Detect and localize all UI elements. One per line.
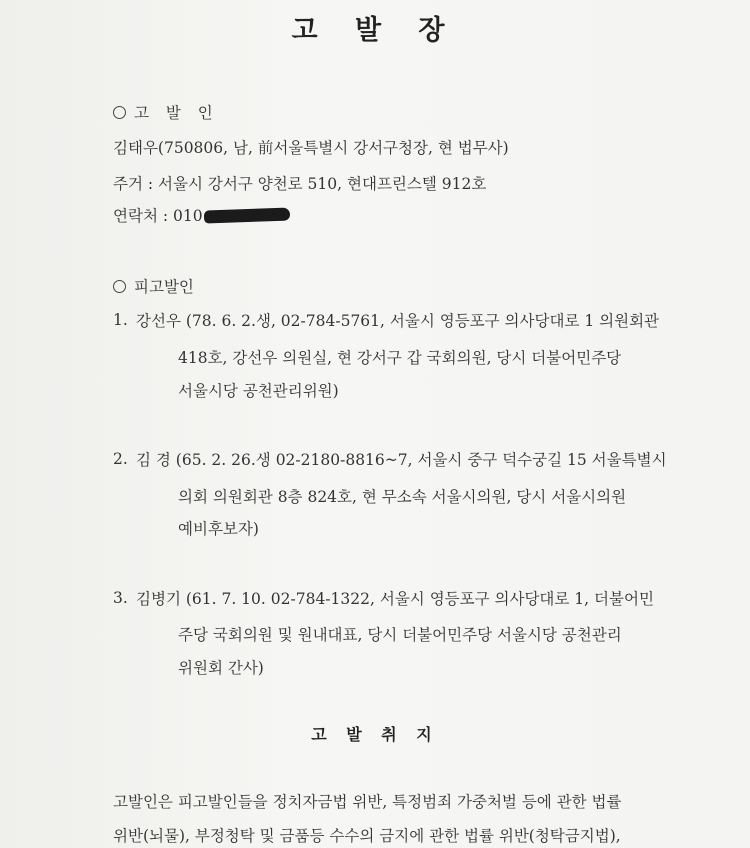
accused-item-line: 강선우 (78. 6. 2.생, 02-784-5761, 서울시 영등포구 의사당대로 1 의원회관 [136, 312, 660, 330]
accused-item-line: 김병기 (61. 7. 10. 02-784-1322, 서울시 영등포구 의사당대로 1, 더불어민 [136, 590, 654, 608]
circle-bullet-icon [113, 106, 126, 119]
document-title: 고 발 장 [291, 15, 459, 46]
accused-item-number: 3. [113, 589, 128, 607]
accused-item-line: 418호, 강선우 의원실, 현 강서구 갑 국회의원, 당시 더불어민주당 [178, 349, 622, 367]
contact-prefix: 연락처 : 010 [113, 207, 203, 225]
complainant-name-line: 김태우(750806, 남, 前서울특별시 강서구청장, 현 법무사) [113, 139, 509, 157]
accused-item-line: 김 경 (65. 2. 26.생 02-2180-8816~7, 서울시 중구 덕수궁길 15 서울특별시 [136, 451, 667, 469]
redaction-mark [203, 208, 289, 224]
accused-item-number: 2. [113, 450, 128, 468]
accused-heading-text: 피고발인 [134, 278, 194, 296]
complainant-address-line: 주거 : 서울시 강서구 양천로 510, 현대프린스텔 912호 [113, 175, 487, 193]
accused-item-line: 주당 국회의원 및 원내대표, 당시 더불어민주당 서울시당 공천관리 [178, 626, 622, 644]
complainant-heading [113, 101, 219, 123]
accused-item-line: 서울시당 공천관리위원) [178, 382, 339, 400]
purpose-line: 고발인은 피고발인들을 정치자금법 위반, 특정범죄 가중처벌 등에 관한 법률 [113, 793, 622, 811]
accused-item-line: 의회 의원회관 8층 824호, 현 무소속 서울시의원, 당시 서울시의원 [178, 488, 627, 506]
accused-item-line: 위원회 간사) [178, 659, 264, 677]
accused-item-number: 1. [113, 311, 128, 329]
accused-heading [113, 275, 194, 297]
circle-bullet-icon [113, 280, 126, 293]
complainant-heading-text: 고 발 인 [134, 104, 219, 122]
purpose-heading: 고 발 취 지 [311, 725, 439, 744]
accused-item-line: 예비후보자) [178, 520, 259, 538]
purpose-line: 위반(뇌물), 부정청탁 및 금품등 수수의 금지에 관한 법률 위반(청탁금지법), [113, 827, 621, 845]
complainant-contact-line [113, 206, 290, 226]
